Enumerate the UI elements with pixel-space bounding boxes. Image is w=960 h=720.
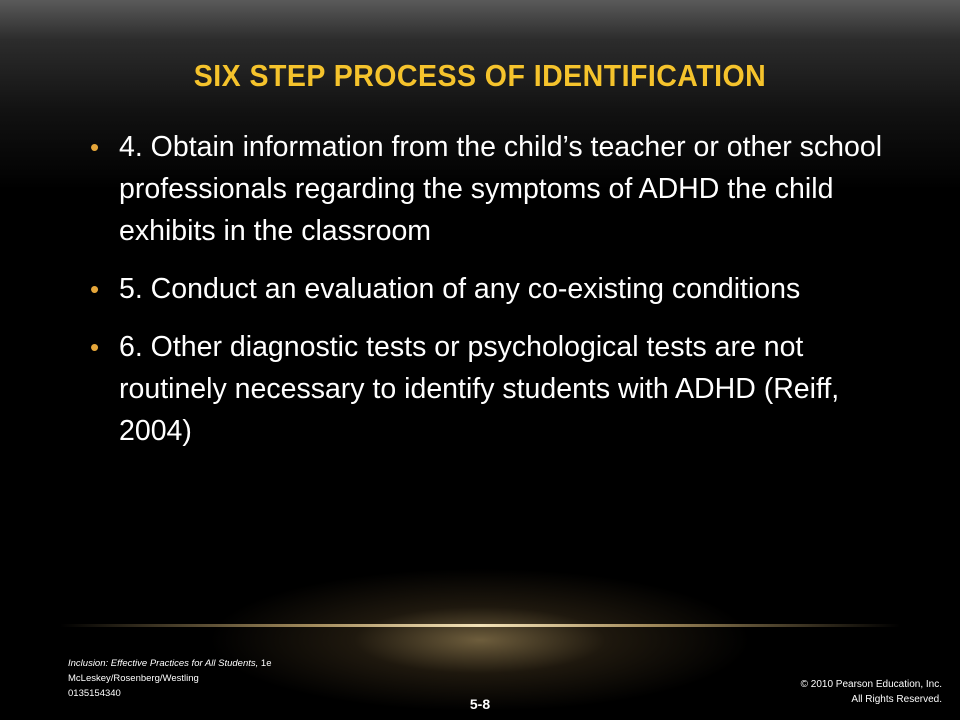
footer-copyright: © 2010 Pearson Education, Inc. [800,679,942,690]
footer-authors: McLeskey/Rosenberg/Westling [68,673,199,684]
slide-title: SIX STEP PROCESS OF IDENTIFICATION [193,58,767,93]
footer-rights: All Rights Reserved. [851,694,942,705]
footer-book-title: Inclusion: Effective Practices for All Students, [68,658,259,669]
footer-isbn: 0135154340 [68,688,121,699]
footer-citation [68,656,271,701]
decorative-glow-line [60,624,900,627]
bullet-text: 6. Other diagnostic tests or psychological tests are not routinely necessary to identify students with ADHD (Reiff, 2004) [119,331,840,447]
bullet-item [90,326,900,452]
page-number: 5-8 [469,696,491,712]
bullet-dot-icon: • [90,132,100,162]
bullet-dot-icon: • [90,274,100,304]
bullet-text: 5. Conduct an evaluation of any co-existing conditions [119,273,801,305]
bullet-item [90,268,900,310]
footer-edition: 1e [258,658,272,669]
footer-book-line [68,656,271,671]
bullet-text: 4. Obtain information from the child’s teacher or other school professionals regarding the symptoms of ADHD the child exhibits in the classroom [119,131,883,247]
footer-copyright-block [801,677,942,707]
bullet-dot-icon: • [90,332,100,362]
bullet-item [90,126,900,252]
bullet-list [90,126,900,468]
